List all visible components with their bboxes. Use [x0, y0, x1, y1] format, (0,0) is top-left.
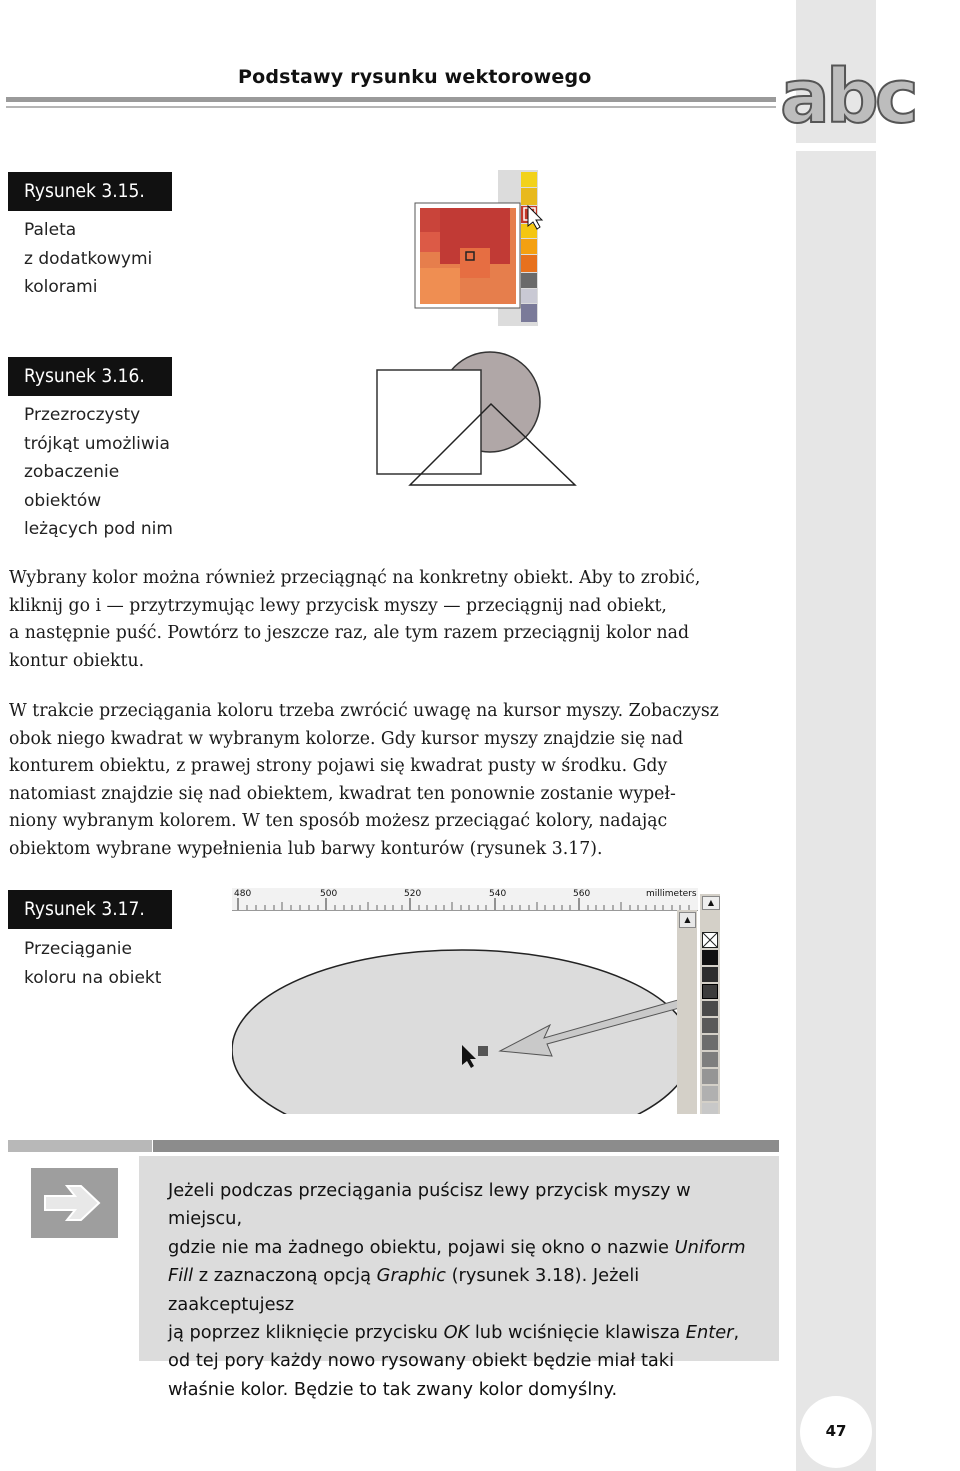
- note-run: ,: [733, 1322, 740, 1344]
- note-line: [168, 1347, 768, 1375]
- palette-swatches: [521, 172, 537, 322]
- note-italic-run: Graphic: [376, 1265, 446, 1287]
- figure-caption: [24, 935, 184, 992]
- color-swatch[interactable]: [702, 1001, 718, 1016]
- color-palette: [700, 894, 720, 1114]
- ellipse-object: [232, 950, 677, 1114]
- figure-tag: Rysunek 3.16.: [8, 357, 172, 396]
- text-line: niony wybranym kolorem. W ten sposób możesz przeciągać kolory, nadając: [9, 811, 668, 831]
- sidebar-strip: [796, 0, 876, 1471]
- paragraph: [9, 565, 777, 675]
- note-italic-run: Uniform: [674, 1236, 746, 1258]
- color-swatch[interactable]: [702, 950, 718, 965]
- figure-tag: Rysunek 3.15.: [8, 172, 172, 211]
- note-line: [168, 1319, 768, 1347]
- note-border-light: [8, 1140, 152, 1152]
- note-arrow-icon: [31, 1168, 118, 1238]
- color-swatch[interactable]: [702, 967, 718, 982]
- page-number: 47: [825, 1422, 847, 1440]
- caption-line: z dodatkowymi: [24, 248, 153, 269]
- caption-line: Przeciąganie: [24, 939, 132, 959]
- header-rule: [6, 97, 776, 102]
- figure-caption: [24, 216, 184, 302]
- ruler-tick-label: 500: [320, 889, 338, 899]
- note-line: [168, 1177, 768, 1234]
- caption-line: obiektów: [24, 490, 102, 511]
- note-run: z zaznaczoną opcją: [193, 1265, 377, 1287]
- shapes-image: [370, 350, 585, 490]
- ruler-ticks: [232, 888, 698, 910]
- ruler-tick-label: 560: [573, 889, 591, 899]
- text-line: natomiast znajdzie się nad obiektem, kwadrat ten ponownie zostanie wypeł-: [9, 783, 676, 804]
- note-run: Jeżeli podczas przeciągania puścisz lewy przycisk myszy w miejscu,: [168, 1180, 691, 1230]
- text-line: kliknij go i — przytrzymując lewy przycisk myszy — przeciągnij nad obiekt,: [9, 595, 667, 616]
- color-swatch[interactable]: [702, 1103, 718, 1114]
- caption-line: kolorami: [24, 277, 98, 297]
- caption-line: Paleta: [24, 220, 77, 240]
- text-line: konturem obiektu, z prawej strony pojawi się kwadrat pusty w środku. Gdy: [9, 756, 668, 776]
- color-swatch[interactable]: [702, 1086, 718, 1101]
- text-line: Wybrany kolor można również przeciągnąć na konkretny obiekt. Aby to zrobić,: [9, 568, 701, 588]
- note-run: gdzie nie ma żadnego obiektu, pojawi się okno o nazwie: [168, 1236, 675, 1258]
- text-line: kontur obiektu.: [9, 650, 145, 671]
- color-swatch[interactable]: [702, 1035, 718, 1050]
- note-run: właśnie kolor. Będzie to tak zwany kolor domyślny.: [168, 1378, 618, 1400]
- ruler-tick-label: 480: [234, 889, 252, 899]
- palette-image: [410, 168, 545, 328]
- note-text: [168, 1177, 768, 1404]
- note-italic-run: Enter: [685, 1322, 734, 1344]
- sidebar-strip-gap: [796, 143, 876, 151]
- color-swatch[interactable]: [702, 1052, 718, 1067]
- figure-caption: [24, 401, 184, 544]
- caption-line: trójkąt umożliwia: [24, 433, 170, 454]
- text-line: obiektom wybrane wypełnienia lub barwy konturów (rysunek 3.17).: [9, 838, 603, 859]
- color-swatch[interactable]: [702, 1069, 718, 1084]
- color-swatch[interactable]: [702, 984, 718, 999]
- note-run: (rysunek 3.18). Jeżeli zaakceptujesz: [168, 1265, 640, 1315]
- header-title: Podstawy rysunku wektorowego: [238, 66, 592, 88]
- note-run: ją poprzez kliknięcie przycisku: [168, 1322, 444, 1344]
- note-border-dark: [153, 1140, 779, 1152]
- text-line: a następnie puść. Powtórz to jeszcze raz, ale tym razem przeciągnij kolor nad: [9, 623, 690, 643]
- ruler-tick-label: 540: [489, 889, 507, 899]
- abc-logo: abc: [780, 54, 915, 140]
- paragraph: [9, 698, 777, 863]
- palette-scroll-up-icon[interactable]: ▲: [702, 896, 720, 910]
- color-preview-square: [478, 1046, 488, 1056]
- caption-line: zobaczenie: [24, 462, 120, 482]
- note-line: [168, 1234, 768, 1262]
- ruler-unit-label: millimeters: [646, 889, 697, 899]
- vertical-scrollbar[interactable]: [677, 910, 697, 1114]
- note-line: [168, 1262, 768, 1319]
- note-italic-run: OK: [443, 1322, 470, 1344]
- horizontal-ruler: [232, 888, 698, 911]
- caption-line: Przezroczysty: [24, 405, 141, 425]
- ruler-tick-label: 520: [404, 889, 422, 899]
- drawing-canvas[interactable]: [232, 910, 677, 1114]
- screenshot-frame: [232, 888, 720, 1114]
- scroll-up-arrow-icon[interactable]: ▲: [679, 912, 696, 928]
- note-run: od tej pory każdy nowo rysowany obiekt będzie miał taki: [168, 1350, 675, 1372]
- caption-line: koloru na obiekt: [24, 967, 162, 988]
- text-line: W trakcie przeciągania koloru trzeba zwrócić uwagę na kursor myszy. Zobaczysz: [9, 701, 719, 721]
- no-color-swatch-icon[interactable]: [702, 932, 718, 948]
- caption-line: leżących pod nim: [24, 519, 173, 539]
- figure-tag: Rysunek 3.17.: [8, 890, 172, 929]
- note-line: [168, 1376, 768, 1404]
- note-run: lub wciśnięcie klawisza: [469, 1322, 686, 1344]
- color-swatch[interactable]: [702, 1018, 718, 1033]
- text-line: obok niego kwadrat w wybranym kolorze. Gdy kursor myszy znajdzie się nad: [9, 728, 684, 749]
- square-shape: [377, 370, 481, 474]
- header-rule-thin: [6, 106, 776, 108]
- note-italic-run: Fill: [168, 1265, 194, 1287]
